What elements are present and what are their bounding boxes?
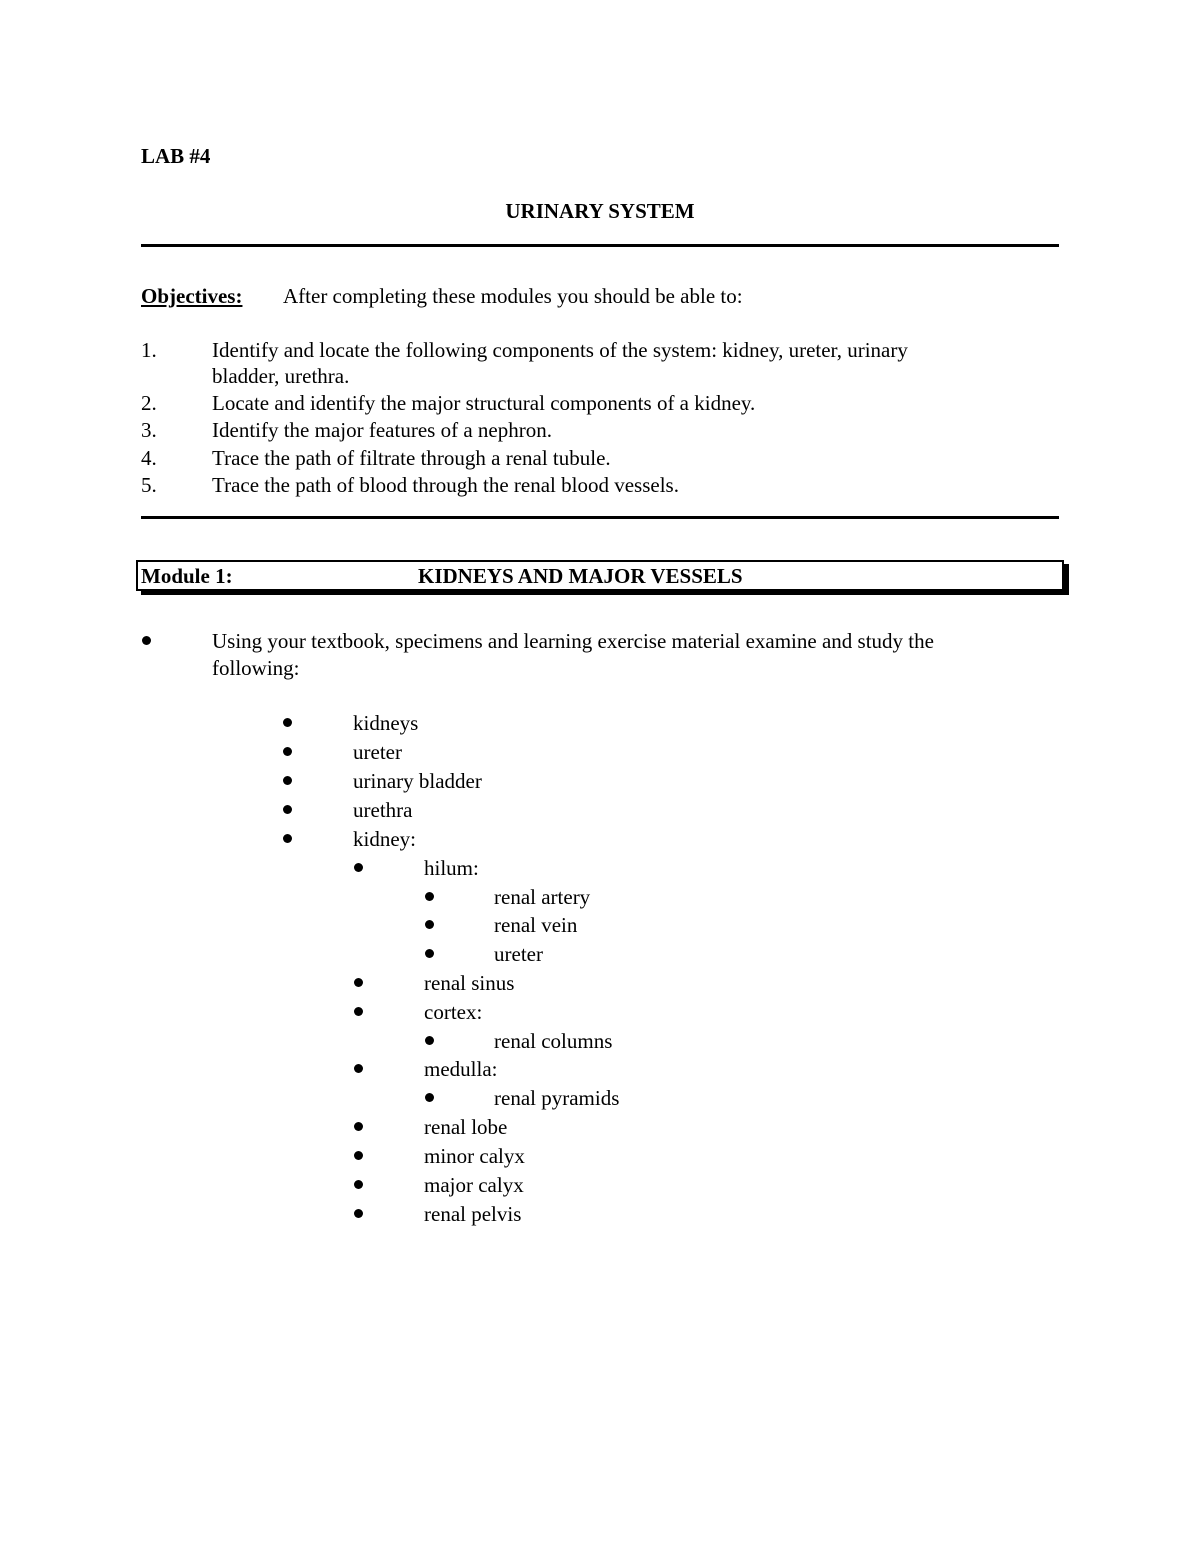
list-item: renal vein bbox=[494, 913, 578, 937]
objectives-divider bbox=[141, 516, 1059, 519]
list-item: renal lobe bbox=[424, 1115, 508, 1139]
objective-text: Identify and locate the following components of the system: kidney, ureter, urinary bbox=[212, 338, 908, 362]
bullet-icon bbox=[283, 834, 292, 843]
module-instruction: Using your textbook, specimens and learning exercise material examine and study the bbox=[212, 629, 934, 653]
bullet-icon bbox=[283, 805, 292, 814]
list-item: medulla: bbox=[424, 1057, 498, 1081]
bullet-icon bbox=[354, 1007, 363, 1016]
bullet-icon bbox=[354, 1209, 363, 1218]
list-item: minor calyx bbox=[424, 1144, 525, 1168]
module-label: Module 1: bbox=[141, 564, 233, 588]
bullet-icon bbox=[425, 949, 434, 958]
bullet-icon bbox=[425, 920, 434, 929]
objective-number: 5. bbox=[141, 473, 157, 497]
bullet-icon bbox=[142, 636, 151, 645]
objective-text: Trace the path of filtrate through a renal tubule. bbox=[212, 446, 611, 470]
objective-number: 1. bbox=[141, 338, 157, 362]
module-title: KIDNEYS AND MAJOR VESSELS bbox=[418, 564, 743, 588]
objectives-label: Objectives: bbox=[141, 284, 243, 308]
bullet-icon bbox=[354, 863, 363, 872]
objective-number: 2. bbox=[141, 391, 157, 415]
page-title: URINARY SYSTEM bbox=[505, 199, 695, 223]
list-item: urinary bladder bbox=[353, 769, 482, 793]
bullet-icon bbox=[283, 776, 292, 785]
list-item: renal pelvis bbox=[424, 1202, 522, 1226]
list-item: cortex: bbox=[424, 1000, 483, 1024]
objective-number: 4. bbox=[141, 446, 157, 470]
objective-text: Locate and identify the major structural components of a kidney. bbox=[212, 391, 756, 415]
bullet-icon bbox=[425, 1093, 434, 1102]
bullet-icon bbox=[354, 978, 363, 987]
objective-text-continued: bladder, urethra. bbox=[212, 364, 350, 388]
objectives-intro: After completing these modules you should be able to: bbox=[283, 284, 743, 308]
objective-text: Trace the path of blood through the renal blood vessels. bbox=[212, 473, 679, 497]
bullet-icon bbox=[425, 892, 434, 901]
list-item: ureter bbox=[353, 740, 402, 764]
bullet-icon bbox=[283, 718, 292, 727]
list-item: renal columns bbox=[494, 1029, 613, 1053]
list-item: renal sinus bbox=[424, 971, 515, 995]
list-item: renal artery bbox=[494, 885, 591, 909]
bullet-icon bbox=[354, 1122, 363, 1131]
list-item: renal pyramids bbox=[494, 1086, 620, 1110]
list-item: urethra bbox=[353, 798, 413, 822]
bullet-icon bbox=[354, 1151, 363, 1160]
objective-text: Identify the major features of a nephron. bbox=[212, 418, 552, 442]
title-divider bbox=[141, 244, 1059, 247]
bullet-icon bbox=[354, 1180, 363, 1189]
bullet-icon bbox=[425, 1036, 434, 1045]
list-item: hilum: bbox=[424, 856, 479, 880]
list-item: major calyx bbox=[424, 1173, 524, 1197]
list-item: kidney: bbox=[353, 827, 416, 851]
list-item: kidneys bbox=[353, 711, 419, 735]
bullet-icon bbox=[354, 1064, 363, 1073]
objective-number: 3. bbox=[141, 418, 157, 442]
bullet-icon bbox=[283, 747, 292, 756]
list-item: ureter bbox=[494, 942, 543, 966]
lab-label: LAB #4 bbox=[141, 144, 211, 168]
module-instruction-continued: following: bbox=[212, 656, 300, 680]
